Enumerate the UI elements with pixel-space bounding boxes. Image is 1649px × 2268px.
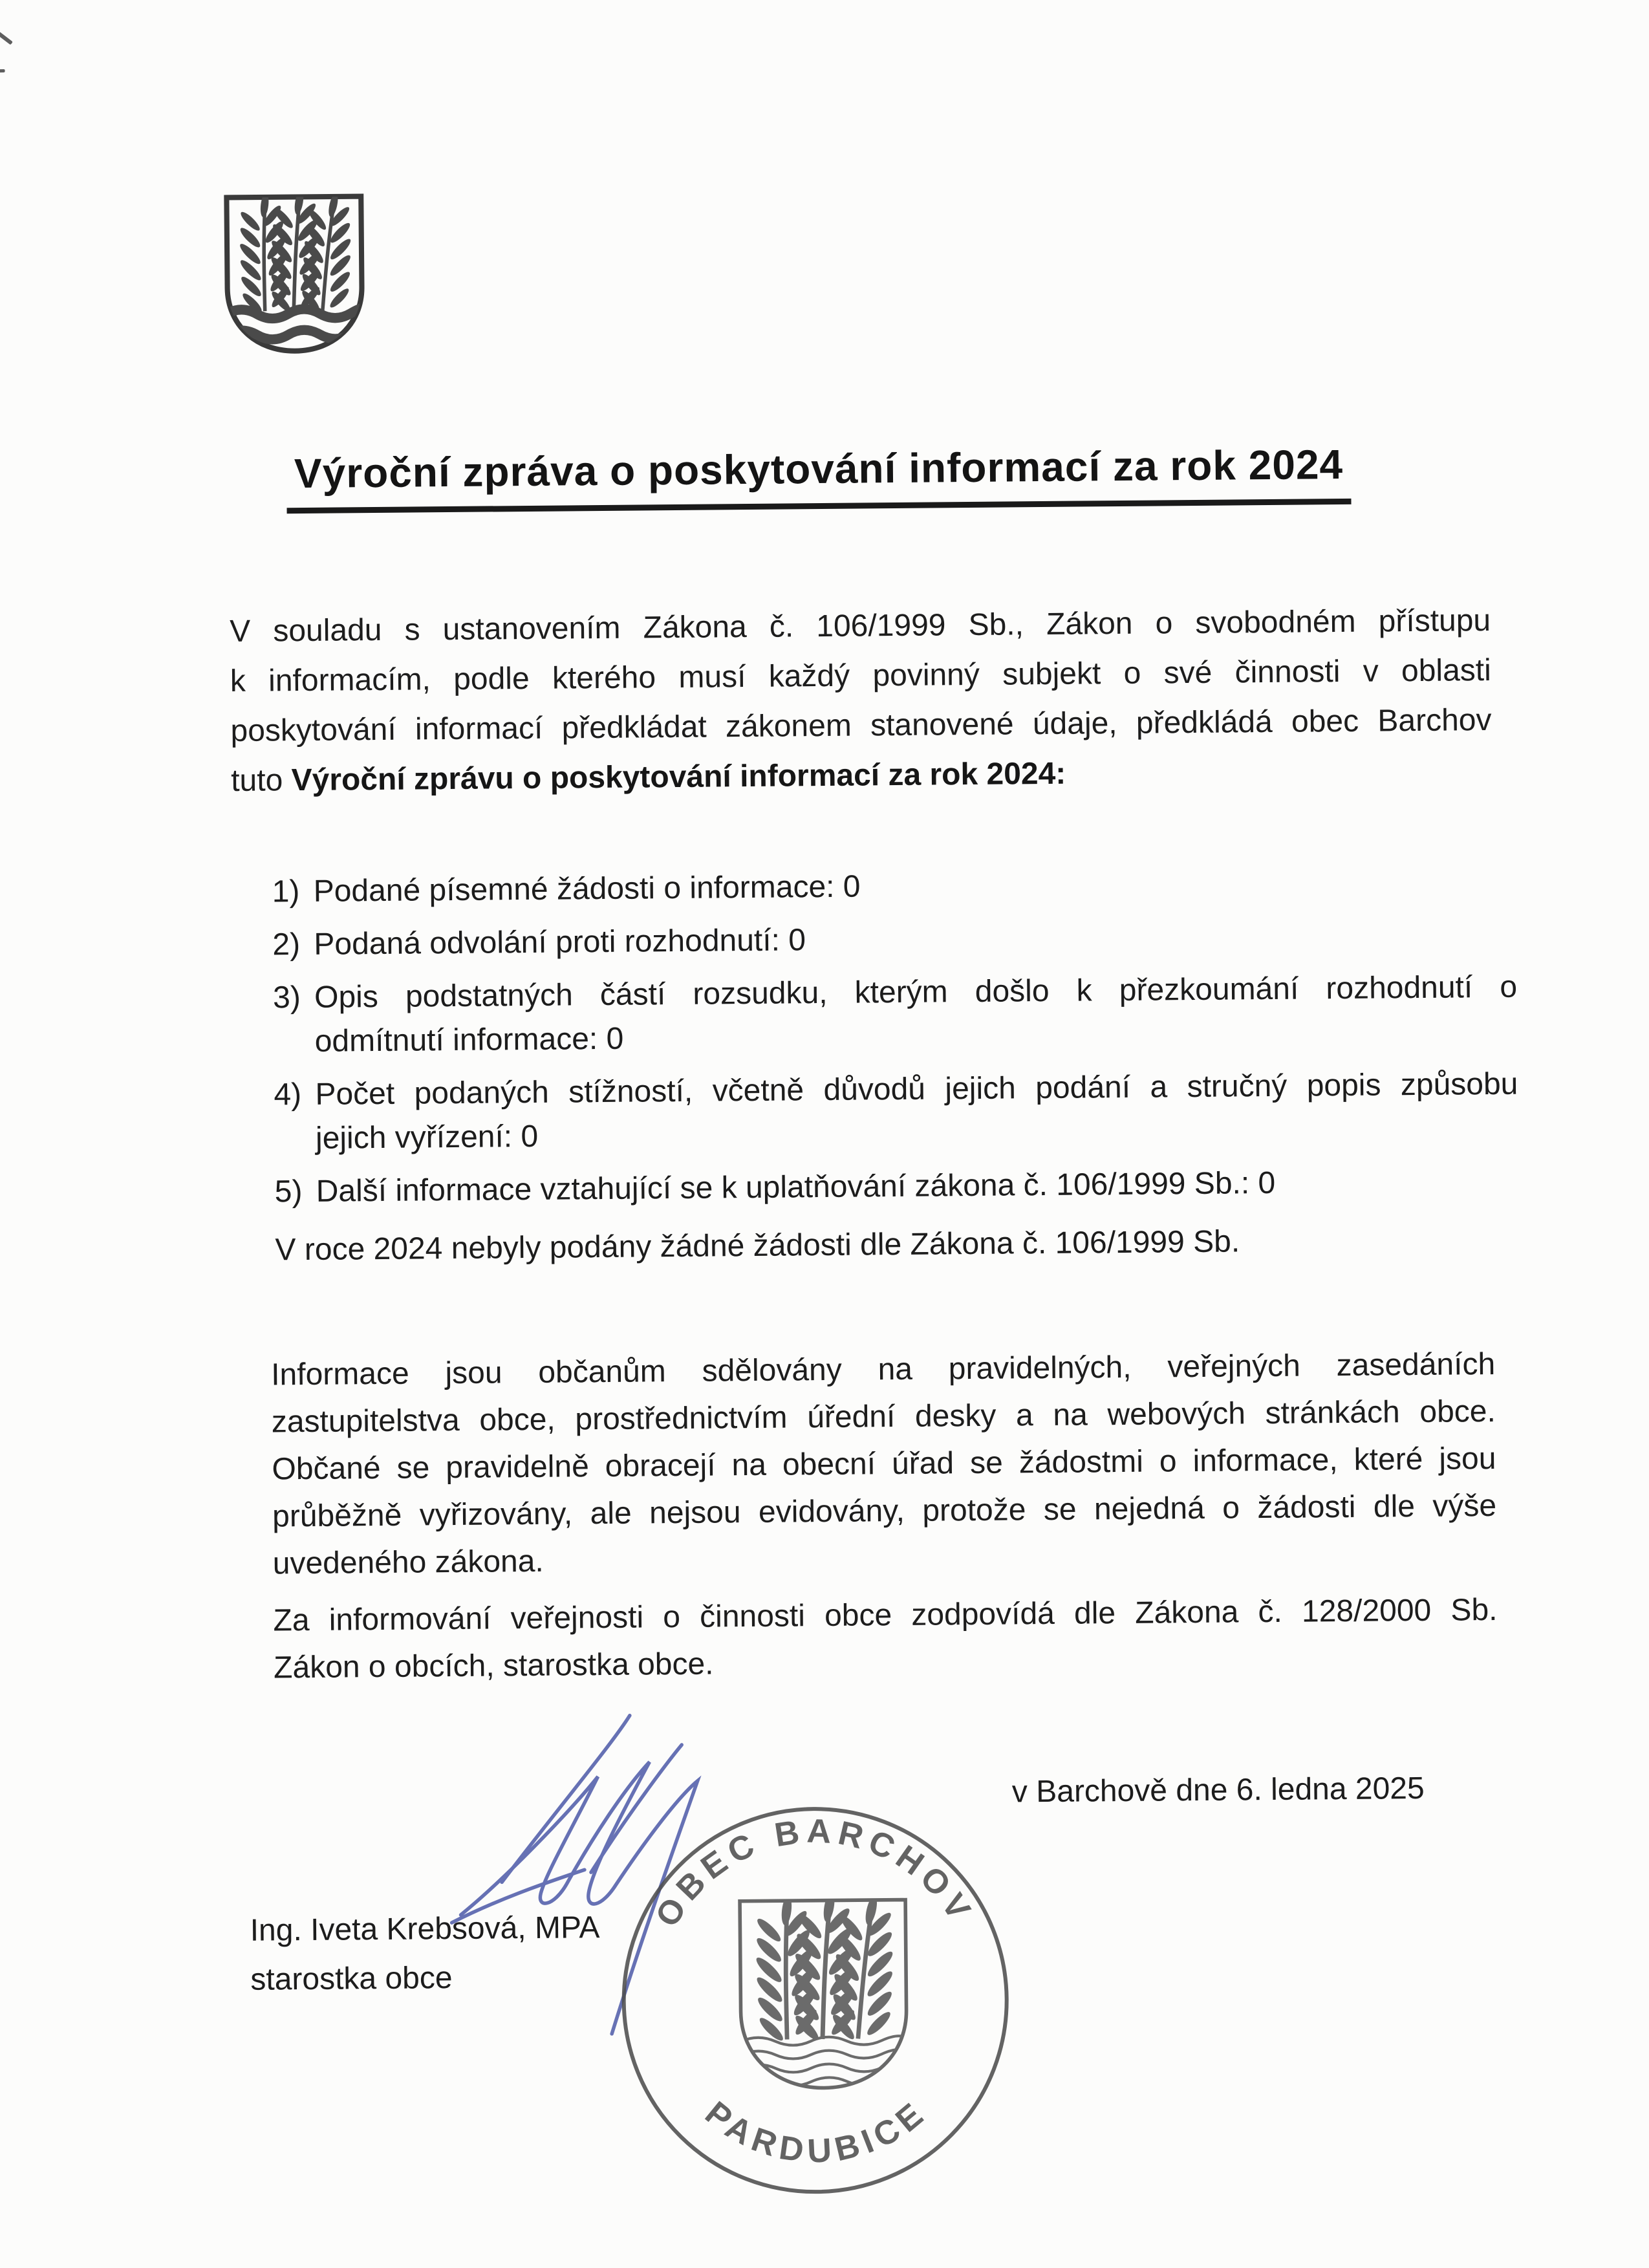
stamp-waves-icon — [740, 2036, 910, 2086]
summary-line: V roce 2024 nebyly podány žádné žádosti dle Zákona č. 106/1999 Sb. — [275, 1224, 1240, 1268]
intro-paragraph — [230, 596, 1493, 806]
stamp-top-text: OBEC BARCHOV — [648, 1812, 981, 1934]
list-item-text — [315, 1063, 1518, 1161]
list-item — [272, 913, 1517, 967]
stamp-bottom-label — [698, 2093, 935, 2172]
text-line: Počet podaných stížností, včetně důvodů jejich podání a stručný popis způsobu — [315, 1066, 1518, 1112]
text-line: Občané se pravidelně obracejí na obecní úřad se žádostmi o informace, které jsou — [272, 1441, 1496, 1487]
text-line: V souladu s ustanovením Zákona č. 106/1999 Sb., Zákon o svobodném přístupu — [229, 603, 1491, 649]
page-title-text: Výroční zpráva o poskytování informací za rok 2024 — [286, 440, 1352, 513]
list-item-number: 3) — [272, 980, 301, 1015]
stamp-shield-icon — [739, 1890, 910, 2089]
intro-last-bold: Výroční zprávu o poskytování informací za rok 2024: — [291, 756, 1066, 798]
official-stamp-icon — [616, 1802, 1014, 2199]
signer-role: starostka obce — [250, 1961, 453, 1997]
text-line: k informacím, podle kterého musí každý povinný subjekt o své činnosti v oblasti — [230, 653, 1492, 698]
text-line: zastupitelstva obce, prostřednictvím úřední desky a na webových stránkách obce. — [271, 1394, 1496, 1440]
text-line: uvedeného zákona. — [272, 1544, 544, 1581]
text-line: Za informování veřejnosti o činnosti obce zodpovídá dle Zákona č. 128/2000 Sb. — [273, 1592, 1498, 1638]
date-line: v Barchově dne 6. ledna 2025 — [1011, 1771, 1425, 1809]
list-item — [272, 859, 1516, 914]
stamp-wheat-icon — [748, 1890, 900, 2045]
text-line: Podané písemné žádosti o informace: 0 — [313, 869, 861, 909]
signer-name: Ing. Iveta Krebsová, MPA — [250, 1910, 600, 1948]
page-title — [0, 438, 1644, 516]
scan-artifact — [0, 69, 5, 72]
list-item-number: 4) — [274, 1077, 302, 1112]
report-list — [272, 859, 1519, 1224]
list-item-number: 2) — [272, 927, 301, 962]
list-item — [274, 1063, 1518, 1161]
text-line: jejich vyřízení: 0 — [315, 1119, 539, 1156]
text-line: poskytování informací předkládat zákonem stanovené údaje, předkládá obec Barchov — [230, 702, 1492, 748]
list-item — [273, 966, 1518, 1064]
text-line: Podaná odvolání proti rozhodnutí: 0 — [314, 923, 806, 962]
text-line: Informace jsou občanům sdělovány na pravidelných, veřejných zasedáních — [270, 1346, 1496, 1392]
responsibility-paragraph — [273, 1586, 1498, 1692]
text-line: Další informace vztahující se k uplatňování zákona č. 106/1999 Sb.: 0 — [316, 1165, 1276, 1209]
list-item-text — [314, 913, 1517, 967]
list-item-number: 1) — [272, 874, 300, 909]
list-item-number: 5) — [274, 1174, 303, 1209]
info-paragraph — [271, 1341, 1497, 1588]
intro-last-normal: tuto — [230, 763, 292, 798]
text-line: odmítnutí informace: 0 — [314, 1021, 624, 1059]
list-item-text — [316, 1160, 1519, 1214]
list-item — [274, 1160, 1519, 1215]
list-item-text — [314, 966, 1518, 1064]
text-line: Zákon o obcích, starostka obce. — [273, 1647, 714, 1685]
coat-of-arms-icon — [222, 191, 367, 356]
stamp-bottom-text: PARDUBICE — [698, 2092, 935, 2170]
text-line: Opis podstatných částí rozsudku, kterým došlo k přezkoumání rozhodnutí o — [314, 969, 1518, 1015]
list-item-text — [313, 859, 1516, 914]
stamp-top-label — [647, 1811, 981, 1934]
scan-artifact — [0, 30, 13, 45]
text-line — [231, 745, 1493, 806]
text-line: průběžně vyřizovány, ale nejsou evidovány, protože se nejedná o žádosti dle výše — [272, 1488, 1497, 1534]
